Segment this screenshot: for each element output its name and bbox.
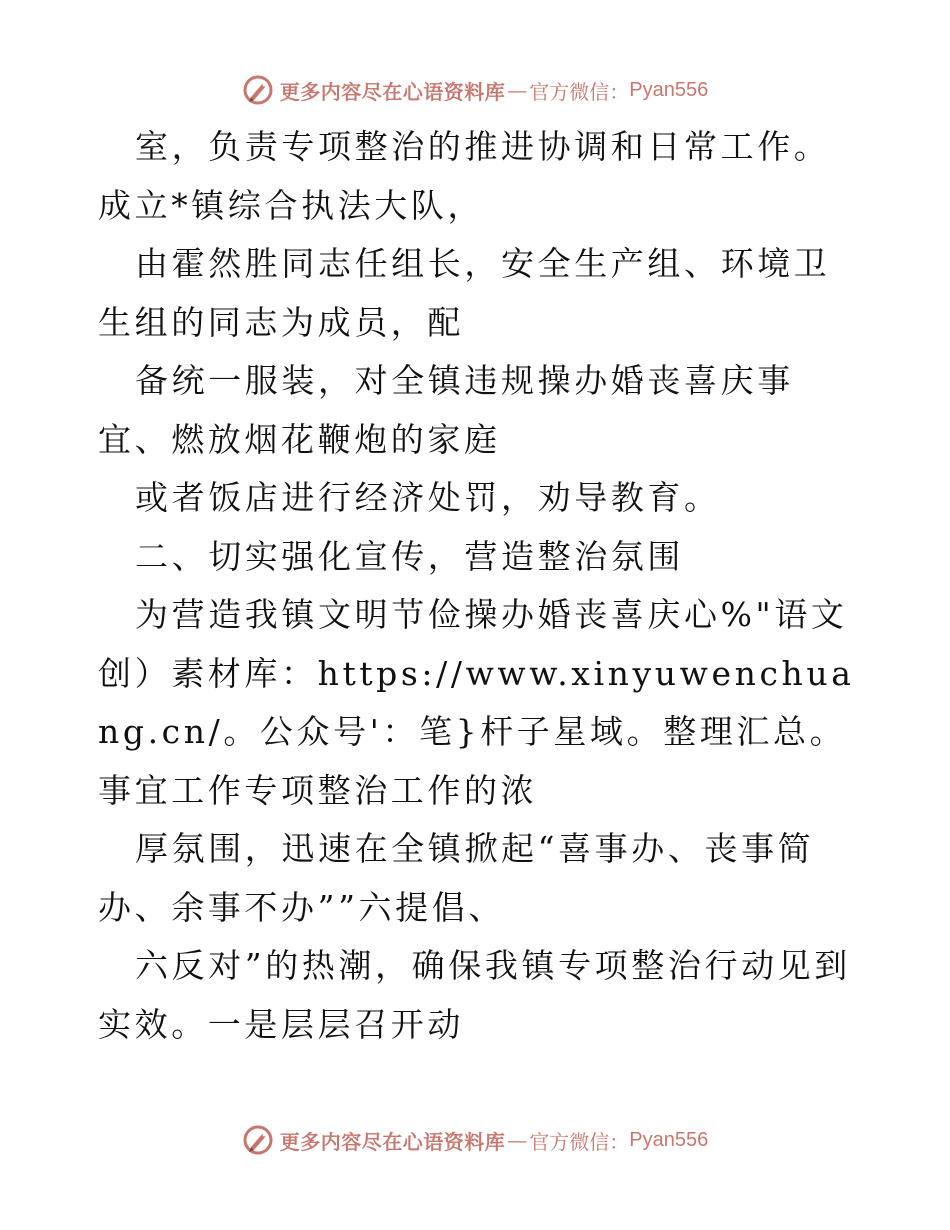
header-banner bbox=[0, 70, 950, 110]
footer-banner bbox=[0, 1120, 950, 1160]
paragraph: 或者饭店进行经济处罚，劝导教育。 bbox=[135, 478, 721, 517]
header-banner-separator: — bbox=[507, 78, 528, 102]
paragraph: 六反对”的热潮，确保我镇专项整治行动见到实效。一是层层召开动 bbox=[98, 946, 851, 1044]
header-contact-label: 官方微信： bbox=[529, 79, 630, 104]
paragraph: 为营造我镇文明节俭操办婚丧喜庆心%"语文创）素材库：https://www.xinyuwenchuang.cn/。公众号'：笔}杆子星域。整理汇总。事宜工作专项整治工作的浓 bbox=[98, 595, 855, 810]
pen-logo-icon bbox=[242, 74, 274, 106]
header-contact-id: Pyan556 bbox=[629, 78, 709, 101]
paragraph: 备统一服装，对全镇违规操办婚丧喜庆事宜、燃放烟花鞭炮的家庭 bbox=[98, 361, 794, 459]
paragraph: 室，负责专项整治的推进协调和日常工作。成立*镇综合执法大队， bbox=[98, 127, 831, 225]
section-heading: 二、切实强化宣传，营造整治氛围 bbox=[135, 536, 684, 576]
paragraph: 由霍然胜同志任组长，安全生产组、环境卫生组的同志为成员，配 bbox=[98, 244, 831, 342]
footer-banner-text: 更多内容尽在心语资料库 bbox=[279, 1129, 506, 1154]
document-body bbox=[98, 118, 858, 1054]
header-banner-text: 更多内容尽在心语资料库 bbox=[279, 79, 506, 104]
footer-contact-id: Pyan556 bbox=[629, 1128, 709, 1151]
pen-logo-icon bbox=[242, 1124, 274, 1156]
footer-contact-label: 官方微信： bbox=[529, 1129, 630, 1154]
paragraph: 厚氛围，迅速在全镇掀起“喜事办、丧事简办、余事不办””六提倡、 bbox=[98, 829, 815, 927]
footer-banner-separator: — bbox=[507, 1128, 528, 1152]
